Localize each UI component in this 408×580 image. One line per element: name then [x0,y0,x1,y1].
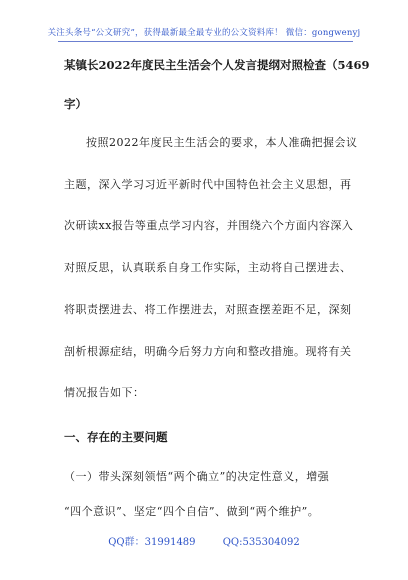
footer-qq-group: QQ群：31991489 [108,537,196,548]
footer-qq-contact: QQ:535304092 [222,537,300,548]
header-divider [58,41,353,42]
intro-line-3: 次研读xx报告等重点学习内容，并围绕六个方面内容深入 [64,219,354,232]
intro-line-6: 剖析根源症结，明确今后努力方向和整改措施。现将有关 [64,345,352,358]
section-line-1: （一）带头深刻领悟“两个确立”的决定性意义，增强 [64,470,330,483]
section-line-2: “四个意识”、坚定“四个自信”、做到“两个维护”。 [64,505,320,518]
document-title-line-2: 字） [64,97,87,111]
intro-line-2: 主题，深入学习习近平新时代中国特色社会主义思想，再 [64,178,352,191]
header-notice: 关注头条号“公文研究”，获得最新最全最专业的公文资料库！ 微信：gongwenyj [47,28,361,38]
section-heading: 一、存在的主要问题 [64,430,168,444]
intro-line-7: 情况报告如下： [64,386,145,399]
intro-line-5: 将职责摆进去、将工作摆进去，对照查摆差距不足，深刻 [64,303,352,316]
intro-line-4: 对照反思，认真联系自身工作实际，主动将自己摆进去、 [64,261,352,274]
document-title-line-1: 某镇长2022年度民主生活会个人发言提纲对照检查（5469 [64,58,370,72]
intro-line-1: 按照2022年度民主生活会的要求，本人准确把握会议 [86,136,358,149]
footer-contact [0,533,408,548]
